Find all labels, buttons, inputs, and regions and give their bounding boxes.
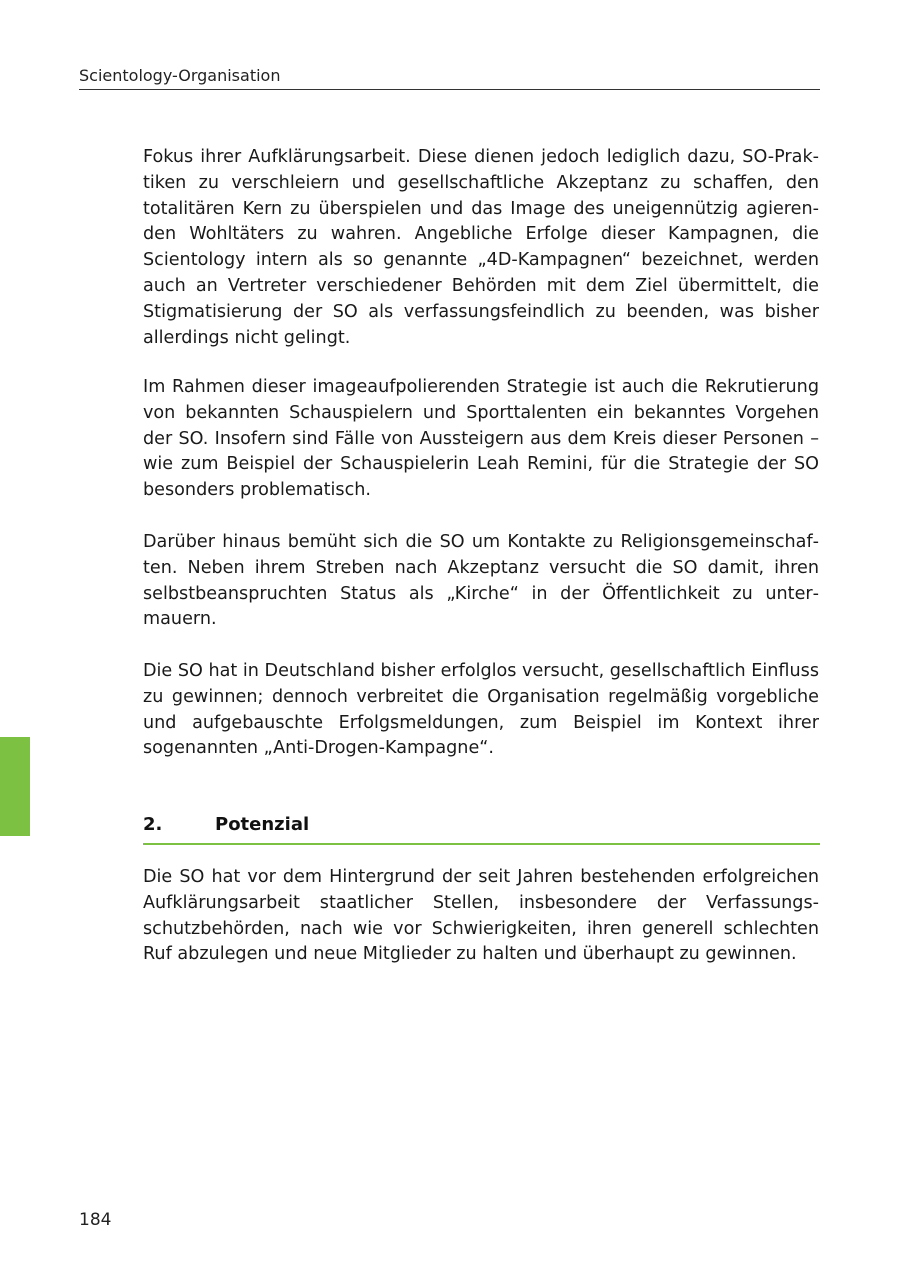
page-number: 184 (79, 1210, 112, 1230)
body-paragraph: Die SO hat in Deutschland bisher erfolglos versucht, gesellschaftlich Einfluss zu gewinnen; dennoch verbreitet die Organisation regelmäßig vorgebliche und aufgebauschte Erfolgsmeldungen, zum Beispiel im Kontext ihrer sogenannten „Anti-Drogen-Kampagne“. (143, 661, 819, 759)
chapter-thumb-tab (0, 737, 30, 836)
body-paragraph: Im Rahmen dieser imageaufpolierenden Strategie ist auch die Rekrutierung von bekannten Schauspielern und Sporttalenten ein bekanntes Vorgehen der SO. Insofern sind Fälle von Aussteigern aus dem Kreis dieser Personen – wie zum Beispiel der Schauspielerin Leah Remini, für die Strategie der SO besonders problematisch. (143, 377, 819, 501)
section-title: Potenzial (215, 814, 310, 835)
body-paragraph: Fokus ihrer Aufklärungsarbeit. Diese dienen jedoch lediglich dazu, SO-Praktiken zu verschleiern und gesellschaftliche Akzeptanz zu schaffen, den totalitären Kern zu überspielen und das Image des uneigennützig agierenden Wohltäters zu wahren. Angebliche Erfolge dieser Kampagnen, die Scientology intern als so genannte „4D-Kampagnen“ bezeichnet, werden auch an Vertreter verschiedener Behörden mit dem Ziel übermittelt, die Stigmatisierung der SO als verfassungsfeindlich zu beenden, was bisher allerdings nicht gelingt. (143, 147, 819, 348)
section-heading (143, 813, 820, 845)
running-header: Scientology-Organisation (79, 66, 820, 90)
section-paragraph: Die SO hat vor dem Hintergrund der seit Jahren bestehenden erfolgreichen Aufklärungsarbeit staatlicher Stellen, insbesondere der Verfassungsschutzbehörden, nach wie vor Schwierigkeiten, ihren generell schlechten Ruf abzulegen und neue Mitglieder zu halten und überhaupt zu gewinnen. (143, 867, 819, 965)
section-number: 2. (143, 814, 163, 835)
body-paragraph: Darüber hinaus bemüht sich die SO um Kontakte zu Religionsgemeinschaften. Neben ihrem Streben nach Akzeptanz versucht die SO damit, ihren selbstbeanspruchten Status als „Kirche“ in der Öffentlichkeit zu untermauern. (143, 532, 819, 630)
